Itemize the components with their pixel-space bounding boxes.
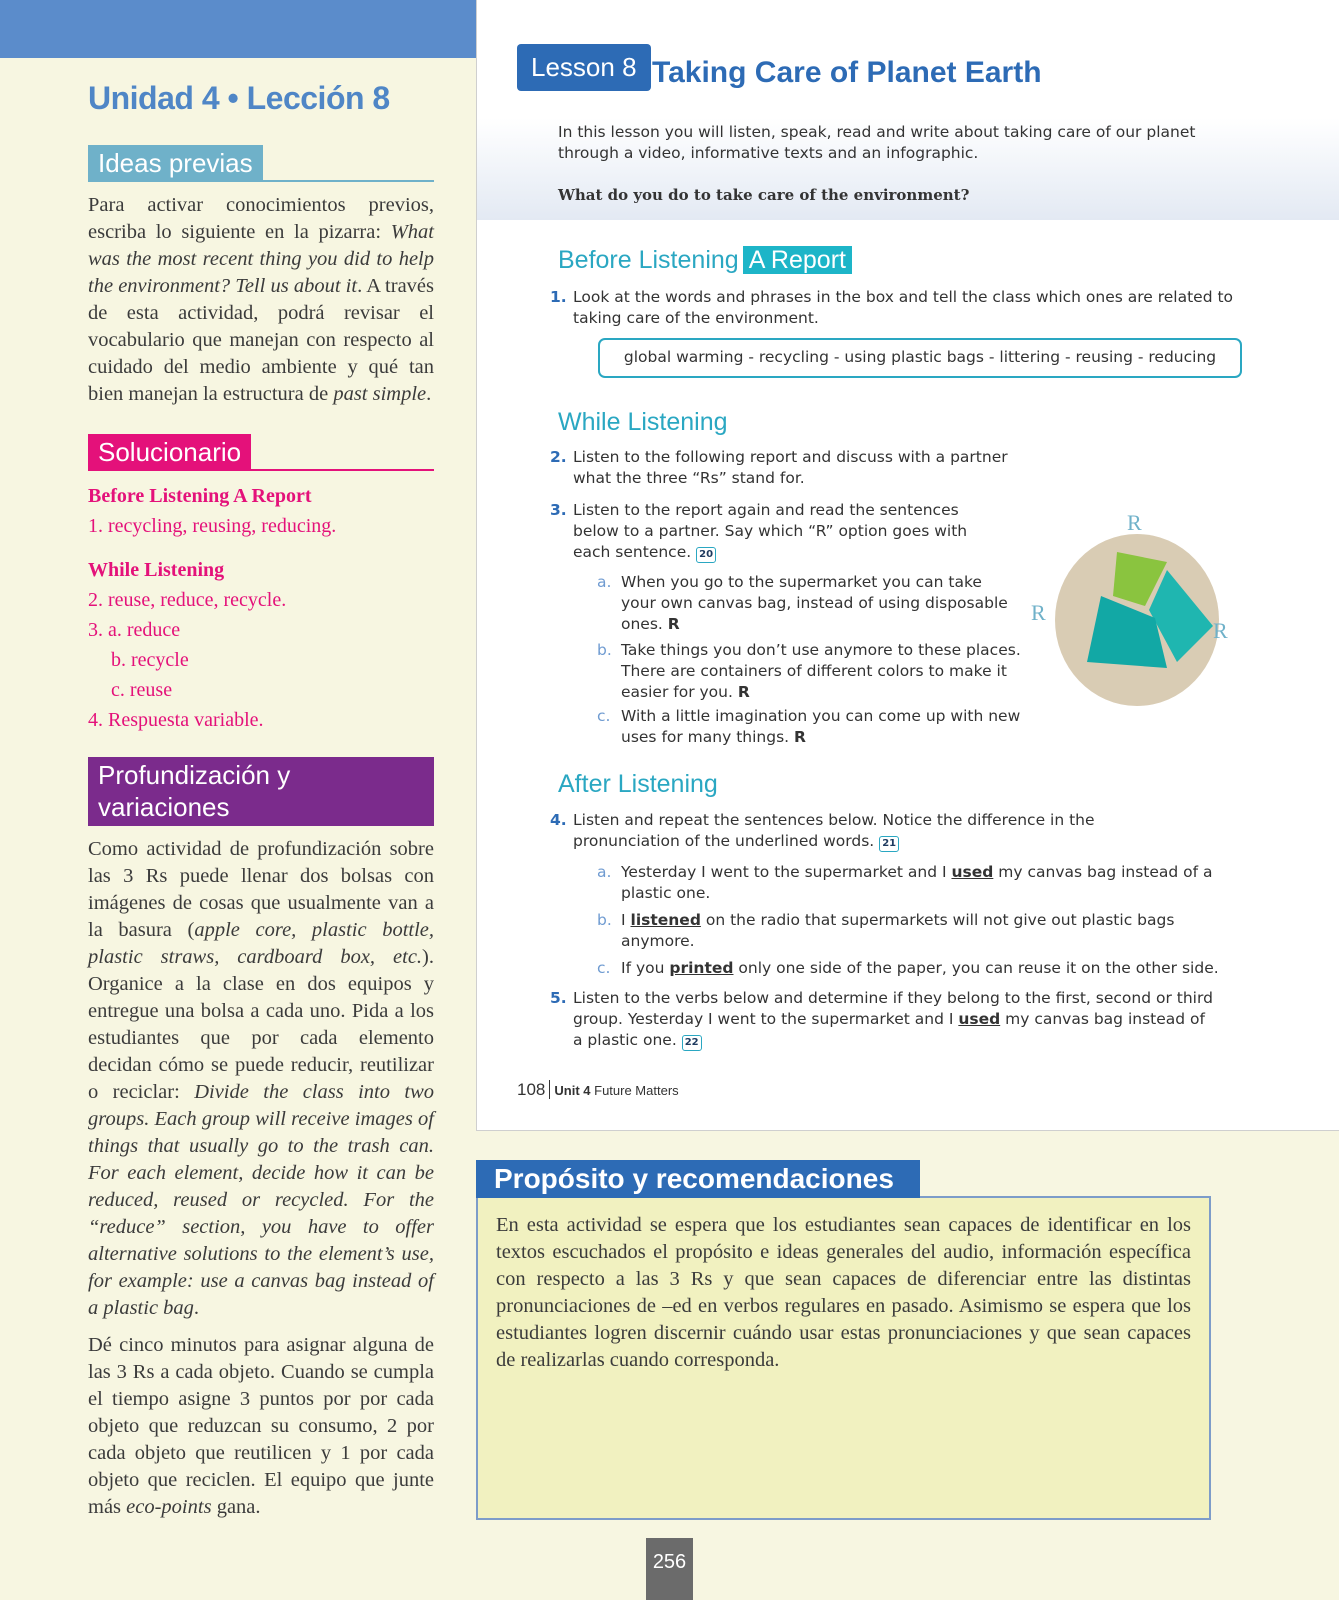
exercise-3c <box>597 706 1021 748</box>
exercise-text: my canvas bag instead of a plastic one. <box>573 1010 1205 1049</box>
profundizacion-heading: Profundización y variaciones <box>88 757 434 826</box>
exercise-number: 5. <box>550 989 567 1007</box>
text-segment: Dé cinco minutos para asignar alguna de las 3 Rs a cada objeto. Cuando se cumpla el tiempo asigne 3 puntos por por cada objeto que reduzcan su consumo, 2 por cada objeto que reutilicen y 1 por cada objeto que reciclen. El equipo que junte más <box>88 1334 434 1518</box>
exercise-text: Look at the words and phrases in the box and tell the class which ones are related to taking care of the environment. <box>573 288 1234 327</box>
audio-track-icon[interactable]: 22 <box>682 1035 702 1051</box>
exercise-1 <box>550 287 1263 329</box>
exercise-2 <box>550 447 1023 489</box>
report-chip: A Report <box>743 246 852 274</box>
exercise-text: Listen to the report again and read the sentences below to a partner. Say which “R” option goes with each sentence. <box>573 501 968 561</box>
answer-heading: While Listening <box>88 559 225 581</box>
while-listening-heading: While Listening <box>558 408 728 436</box>
answer-heading: Before Listening A Report <box>88 485 312 507</box>
item-label: b. <box>597 641 612 659</box>
solucionario-heading: Solucionario <box>88 434 251 471</box>
ideas-previas-heading: Ideas previas <box>88 145 263 182</box>
student-book-page <box>476 0 1339 1131</box>
r-letter: R <box>1031 600 1046 625</box>
r-mark: R <box>667 615 680 633</box>
proposito-section <box>476 1160 1211 1510</box>
answer-line: b. recycle <box>111 649 189 671</box>
exercise-4c <box>597 958 1261 979</box>
text-segment: ). Organice a la clase en dos equipos y entregue una bolsa a cada uno. Pida a los estudiantes que por cada elemento decidan cómo se puede reducir, reutilizar o reciclar: <box>88 946 434 1103</box>
unit-title: Unidad 4 • Lección 8 <box>88 80 390 116</box>
audio-track-icon[interactable]: 20 <box>696 547 716 563</box>
item-label: b. <box>597 911 612 929</box>
item-text: Yesterday I went to the supermarket and I <box>621 863 952 881</box>
proposito-text: En esta actividad se espera que los estudiantes sean capaces de identificar en los textos escuchados el propósito e ideas generales del audio, información específica con respecto a las 3 Rs y que sean capaces de diferenciar entre las distintas pronunciaciones de –ed en verbos regulares en pasado. Asimismo se espera que los estudiantes logren discernir cuándo usar estas pronunciaciones y que sean capaces de realizarlas cuando corresponda. <box>496 1214 1191 1371</box>
text-segment: . A través de esta actividad, podrá revisar el vocabulario que manejan con respecto al cuidado del medio ambiente y qué tan bien manejan la estructura de <box>88 275 434 405</box>
exercise-3a <box>597 572 1021 635</box>
text-segment: . <box>193 1297 200 1319</box>
underlined-word: used <box>958 1010 1001 1028</box>
exercise-3b <box>597 640 1021 703</box>
exercise-4a <box>597 862 1241 904</box>
after-listening-heading: After Listening <box>558 770 718 798</box>
exercise-number: 2. <box>550 448 567 466</box>
answer-line: 1. recycling, reusing, reducing. <box>88 515 337 537</box>
book-footer <box>517 1080 679 1100</box>
section-label: Before Listening <box>558 246 739 274</box>
r-mark: R <box>737 683 750 701</box>
exercise-4 <box>550 810 1133 852</box>
lesson-title: Taking Care of Planet Earth <box>652 56 1042 89</box>
top-color-bar <box>0 0 476 58</box>
footer-unit: Unit 4 <box>554 1083 591 1098</box>
exercise-text: Listen to the verbs below and determine if they belong to the first, second or third group. Yesterday I went to the supermarket and I <box>573 989 1213 1028</box>
underlined-word: listened <box>630 911 701 929</box>
exercise-number: 1. <box>550 288 567 306</box>
profundizacion-text-1 <box>88 836 434 1322</box>
text-segment-italic: Divide the class into two groups. Each group will receive images of things that usually go to the trash can. For each element, decide how it can be reduced, reused or recycled. For the “reduce” section, you have to offer alternative solutions to the element’s use, for example: use a canvas bag instead of a plastic bag <box>88 1081 435 1319</box>
r-letter: R <box>1127 510 1142 535</box>
exercise-number: 4. <box>550 811 567 829</box>
exercise-number: 3. <box>550 501 567 519</box>
answer-line: 2. reuse, reduce, recycle. <box>88 589 287 611</box>
underlined-word: printed <box>669 959 734 977</box>
lesson-badge: Lesson 8 <box>517 44 651 91</box>
text-segment-italic: apple core, plastic bottle, plastic straws, cardboard box, etc. <box>88 919 435 968</box>
book-page-number: 108 <box>517 1080 550 1099</box>
text-segment-italic: past simple <box>333 383 427 405</box>
item-text: If you <box>621 959 670 977</box>
ideas-previas-header <box>88 145 434 182</box>
text-segment: Como actividad de profundización sobre las 3 Rs puede llenar dos bolsas con imágenes de cosas que usualmente van a la basura ( <box>88 838 434 941</box>
item-label: a. <box>597 573 612 591</box>
answer-line: 4. Respuesta variable. <box>88 709 264 731</box>
exercise-3 <box>550 500 983 563</box>
divider <box>263 180 434 182</box>
text-segment-italic: eco-points <box>126 1496 212 1518</box>
item-label: c. <box>597 707 611 725</box>
footer-text: Future Matters <box>594 1083 679 1098</box>
text-segment-italic: What was the most recent thing you did to help the environment? Tell us about it <box>88 221 434 297</box>
divider <box>251 469 434 471</box>
text-segment: Para activar conocimientos previos, escriba lo siguiente en la pizarra: <box>88 194 434 243</box>
exercise-text: Listen and repeat the sentences below. Notice the difference in the pronunciation of the underlined words. <box>573 811 1095 850</box>
before-listening-heading <box>558 246 852 275</box>
solucionario-header <box>88 434 434 471</box>
page-number: 256 <box>646 1538 693 1600</box>
profundizacion-header <box>88 757 434 826</box>
item-text: on the radio that supermarkets will not give out plastic bags anymore. <box>621 911 1175 950</box>
text-segment: . <box>426 383 432 405</box>
item-label: a. <box>597 863 612 881</box>
exercise-4b <box>597 910 1241 952</box>
solucionario-answers <box>88 481 434 735</box>
r-letter: R <box>1213 618 1228 643</box>
profundizacion-text-2 <box>88 1332 434 1521</box>
exercise-text: Listen to the following report and discuss with a partner what the three “Rs” stand for. <box>573 448 1008 487</box>
lesson-question: What do you do to take care of the environment? <box>558 186 970 204</box>
answer-line: 3. a. reduce <box>88 619 181 641</box>
answer-line: c. reuse <box>111 679 173 701</box>
ideas-previas-text <box>88 192 434 408</box>
proposito-box <box>476 1196 1211 1520</box>
word-box: global warming - recycling - using plastic bags - littering - reusing - reducing <box>598 338 1242 378</box>
item-label: c. <box>597 959 611 977</box>
recycle-symbol-image <box>1017 510 1237 740</box>
item-text: I <box>621 911 631 929</box>
item-text: only one side of the paper, you can reuse it on the other side. <box>733 959 1219 977</box>
audio-track-icon[interactable]: 21 <box>879 836 899 852</box>
exercise-5 <box>550 988 1213 1051</box>
item-text: Take things you don’t use anymore to these places. There are containers of different colors to make it easier for you. <box>621 641 1021 701</box>
proposito-heading: Propósito y recomendaciones <box>476 1160 920 1198</box>
lesson-intro: In this lesson you will listen, speak, read and write about taking care of our planet through a video, informative texts and an infographic. <box>558 123 1196 162</box>
underlined-word: used <box>951 863 994 881</box>
text-segment: gana. <box>211 1496 261 1518</box>
item-text: When you go to the supermarket you can take your own canvas bag, instead of using disposable ones. <box>621 573 1008 633</box>
teacher-sidebar <box>88 70 434 1531</box>
item-text: my canvas bag instead of a plastic one. <box>621 863 1213 902</box>
item-text: With a little imagination you can come up with new uses for many things. <box>621 707 1021 746</box>
r-mark: R <box>794 728 806 746</box>
